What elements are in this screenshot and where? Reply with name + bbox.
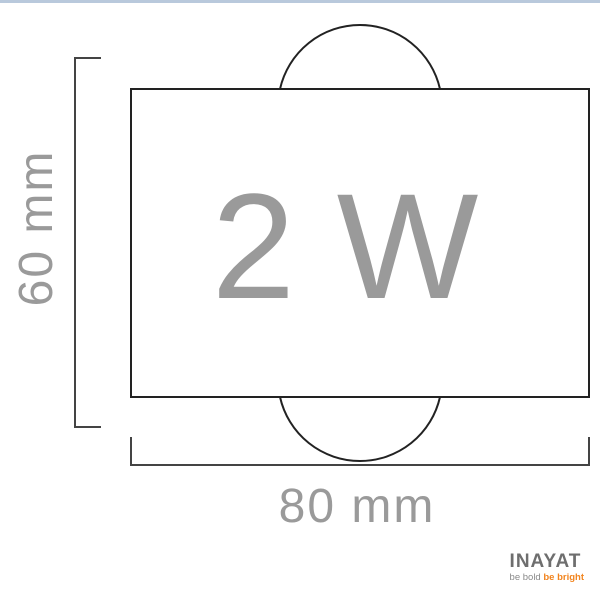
height-dimension-label: 60 mm <box>10 149 63 307</box>
brand-tagline-part1: be bold <box>509 572 541 583</box>
bottom-dome-outline <box>280 397 440 461</box>
width-dimension-label: 80 mm <box>278 480 436 533</box>
power-rating-label: 2 W <box>211 162 479 330</box>
brand-tagline <box>510 572 584 584</box>
brand-name: INAYAT <box>509 551 582 572</box>
height-dimension-bracket <box>75 58 101 427</box>
top-dome-outline <box>280 25 440 89</box>
brand-tagline-part2: be bright <box>543 572 584 583</box>
brand-logo <box>510 552 584 584</box>
